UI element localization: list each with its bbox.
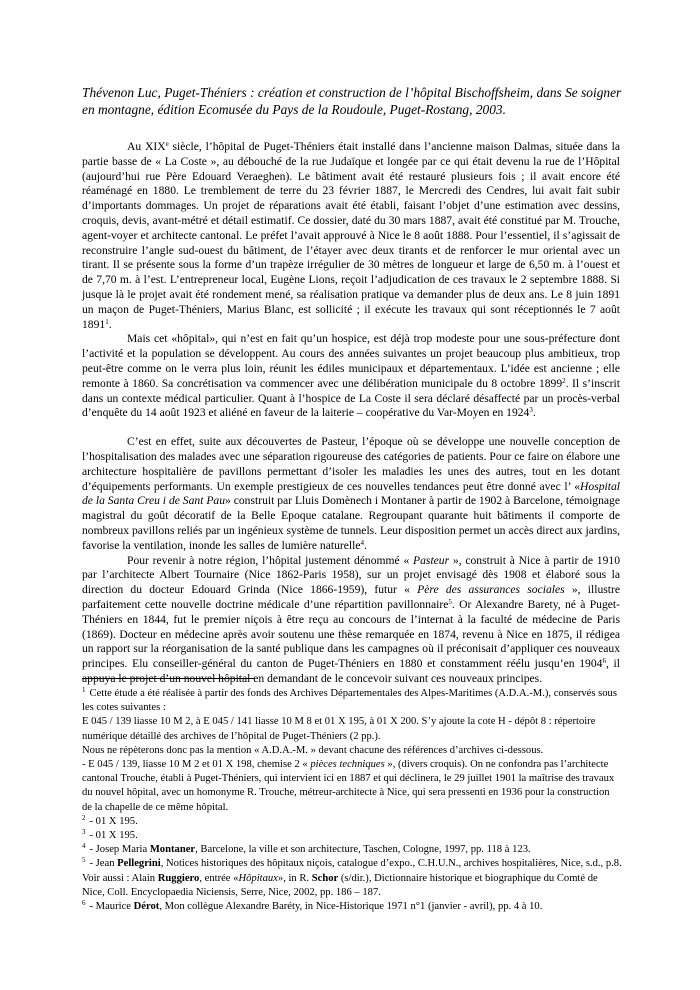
document-title: Thévenon Luc, Puget-Théniers : création et construction de l’hôpital Bischoffsheim, dans Se soigner en montagne, édition Ecomusée du Pays de la Roudoule, Puget-Rostang, 2003. xyxy=(82,85,622,117)
footnote-separator xyxy=(82,678,254,679)
footnote-number: 3 xyxy=(82,828,86,837)
author-name: Pellegrini xyxy=(117,858,161,870)
author-name: Montaner xyxy=(149,844,196,856)
footnote-number: 1 xyxy=(82,686,86,694)
superscript: e xyxy=(165,140,169,148)
footnote-ref[interactable]: 4 xyxy=(360,538,364,547)
text-run: » construit par Lluis Domènech i Montaner à partir de 1902 à Barcelone, témoignage magistral du goût décoratif de la Belle Epoque catalane. Regroupant quarante huit bâtiments il comporte de nombreux pavillons reliés par un ingénieux système de tunnels. Leur disposition permet un accès direct aux jardins, favorise la ventilation, inonde les salles de lumière naturelle xyxy=(82,494,620,552)
footnote-1-line: E 045 / 139 liasse 10 M 2, à E 045 / 141 liasse 10 M 8 et 01 X 195, à 01 X 200. S’y ajoute la cote H - dépôt 8 : répertoire numérique détaillé des archives de l’hôpital de Puget-Théniers (2 pp.). xyxy=(82,716,596,742)
footnote-ref[interactable]: 6 xyxy=(602,657,606,666)
footnote-text: , Mon collègue Alexandre Baréty, in Nice-Historique 1971 n°1 (janvier - avril), pp. 4 à 10. xyxy=(159,901,543,913)
text-run: . Il s’inscrit dans un contexte médical particulier. Quant à l’hospice de La Coste il sera déclaré désaffecté par un procès-verbal d’enquête du 14 août 1923 et aliéné en faveur de la laiterie – coopérative du Var-Moyen en 1924 xyxy=(82,376,620,420)
main-text xyxy=(82,140,620,687)
footnote-number: 5 xyxy=(82,856,86,865)
footnote-text: - 01 X 195. xyxy=(89,815,138,827)
paragraph-4 xyxy=(82,554,620,687)
footnote-text: Cette étude a été réalisée à partir des fonds des Archives Départementales des Alpes-Maritimes (A.D.A.-M.), conservés sous les cotes suivantes : xyxy=(82,688,617,714)
emphasis: Hospital de la Santa Creu i de Sant Pau xyxy=(82,479,620,508)
text-run: siècle, l’hôpital de Puget-Théniers était installé dans l’ancienne maison Dalmas, située dans la partie basse de « La Coste », au débouché de la rue Judaïque et longée par ce qui était devenu la rue de l’Hôpital (aujourd’hui rue Père Edouard Veraeghen). Le bâtiment avait été restauré plusieurs fois ; il avait encore été réaménagé en 1880. Le tremblement de terre du 23 février 1887, le Mercredi des Cendres, lui avait fait subir d’importants dommages. Un projet de réparations avait été établi, faisant l’objet d’une estimation avec dessins, croquis, devis, avant-métré et détail estimatif. Ce dossier, daté du 30 mars 1887, avait été constitué par M. Trouche, agent-voyer et architecte cantonal. Le préfet l’avait approuvé à Nice le 8 août 1888. Pour l’essentiel, il s’agissait de reconstruire l’angle sud-ouest du bâtiment, de l’étayer avec deux tirants et de renforcer le mur oriental avec un tirant. Il se présente sous la forme d’un trapèze irrégulier de 30 mètres de longueur et large de 6,50 m. à l’ouest et de 7,70 m. à l’est. L’entrepreneur local, Eugène Lions, reçoit l’adjudication de ces travaux le 2 septembre 1888. Si jusque là le projet avait été rondement mené, sa réalisation pratique va demander plus de deux ans. Le 8 juin 1891 un maçon de Puget-Théniers, Marius Blanc, est sollicité ; il exécute les travaux qui sont réceptionnés le 7 août 1891 xyxy=(82,140,620,331)
footnote-text: - 01 X 195. xyxy=(89,830,138,842)
emphasis: pièces techniques xyxy=(310,759,385,771)
footnote-text: , entrée « xyxy=(199,872,239,884)
text-run: . xyxy=(108,317,112,331)
footnote-ref[interactable]: 5 xyxy=(448,597,452,606)
footnote-text: », (divers croquis). On ne confondra pas l’architecte cantonal Trouche, établi à Puget-Théniers, qui intervient ici en 1887 et qui déclinera, le 29 juillet 1901 la maîtrise des travaux du nouvel hôpital, avec un homonyme R. Trouche, métreur-architecte à Nice, qui sera pressenti en 1936 pour la construction de la chapelle de ce même hôpital. xyxy=(82,759,615,813)
footnote-4 xyxy=(82,843,622,857)
text-run: C’est en effet, suite aux découvertes de Pasteur, l’époque où se développe une nouvelle conception de l’hospitalisation des malades avec une séparation rigoureuse des catégories de patients. Pour ce faire on élabore une architecture hospitalière de pavillons permettant d’isoler les maladies les unes des autres, tout en les dotant d’équipements performants. Un exemple prestigieux de ces nouvelles tendances peut être donné avec l’ « xyxy=(82,435,620,493)
text-run: . xyxy=(363,538,367,552)
footnote-ref[interactable]: 2 xyxy=(562,376,566,385)
text-run: Au XIX xyxy=(127,140,166,153)
footnote-text: - E 045 / 139, liasse 10 M 2 et 01 X 198, chemise 2 « xyxy=(82,759,311,771)
footnote-6 xyxy=(82,900,622,914)
author-name: Ruggiero xyxy=(157,872,200,884)
footnote-text: , Notices historiques des hôpitaux niçois, catalogue d’expo., C.H.U.N., archives hospitalières, Nice, s.d., p.8. Voir aussi : Alain xyxy=(82,858,622,884)
footnotes xyxy=(82,687,622,914)
footnote-ref[interactable]: 1 xyxy=(105,317,109,326)
footnote-2 xyxy=(82,815,622,829)
footnote-1-line xyxy=(82,758,622,815)
emphasis: Hôpitaux xyxy=(238,872,278,884)
footnote-5 xyxy=(82,857,622,900)
footnote-text: - Maurice xyxy=(89,901,134,913)
author-name: Dérot xyxy=(133,901,160,913)
text-run: », construit à Nice à partir de 1910 par l’architecte Albert Tournaire (Nice 1862-Paris 1958), sur un projet envisagé dès 1908 et élaboré sous la direction du docteur Edouard Grinda (Nice 1866-1959), futur « xyxy=(82,553,620,597)
text-run: Mais cet «hôpital», qui n’est en fait qu’un hospice, est déjà trop modeste pour une sous-préfecture dont l’activité et la population se développent. Au cours des années suivantes un projet beaucoup plus ambitieux, trop peut-être comme on le verra plus loin, réunit les édiles municipaux et départementaux. L’idée est ancienne ; elle remonte à 1860. Sa concrétisation va commencer avec une délibération municipale du 8 octobre 1899 xyxy=(82,332,620,390)
emphasis: Père des assurances sociales xyxy=(417,583,565,597)
footnote-text: », in R. xyxy=(277,872,312,884)
emphasis: Pasteur xyxy=(413,553,450,567)
paragraph-1 xyxy=(82,140,620,332)
footnote-text: (s/dir.), Dictionnaire historique et biographique du Comté de Nice, Coll. Encyclopaedia Niciensis, Serre, Nice, 2002, pp. 186 – 187. xyxy=(82,872,598,898)
footnote-number: 6 xyxy=(82,899,86,908)
footnote-number: 2 xyxy=(82,813,86,822)
text-run: , il appuya le projet d’un nouvel hôpital en demandant de le concevoir suivant ces nouveaux principes. xyxy=(82,657,620,685)
author-name: Schor xyxy=(311,872,339,884)
footnote-text: , Barcelone, la ville et son architecture, Taschen, Cologne, 1997, pp. 118 à 123. xyxy=(195,844,531,856)
footnote-number: 4 xyxy=(82,842,86,851)
text-run: Pour revenir à notre région, l’hôpital justement dénommé « xyxy=(127,553,414,567)
text-run: . xyxy=(532,406,536,420)
footnote-1 xyxy=(82,687,622,715)
footnote-3 xyxy=(82,829,622,843)
footnote-text: - Josep Maria xyxy=(89,844,150,856)
text-run: . Or Alexandre Barety, né à Puget-Théniers en 1844, fut le premier niçois à être reçu au concours de l’internat à la faculté de médecine de Paris (1869). Docteur en médecine après avoir soutenu une thèse remarquée en 1874, revenu à Nice en 1875, il rédigea un rapport sur la réorganisation de la santé publique dans les campagnes où il préconisait d’appliquer ces nouveaux principes. Elu conseiller-général du canton de Puget-Théniers en 1880 et constamment réélu jusqu’en 1904 xyxy=(82,597,620,671)
paragraph-3 xyxy=(82,435,620,553)
paragraph-2 xyxy=(82,332,620,421)
footnote-1-line: Nous ne répèterons donc pas la mention « A.D.A.-M. » devant chacune des références d’archives ci-dessous. xyxy=(82,744,544,756)
text-run: », illustre parfaitement cette nouvelle doctrine médicale d’une répartition pavillonnaire xyxy=(82,583,621,611)
footnote-text: - Jean xyxy=(89,858,118,870)
footnote-ref[interactable]: 3 xyxy=(529,406,533,415)
